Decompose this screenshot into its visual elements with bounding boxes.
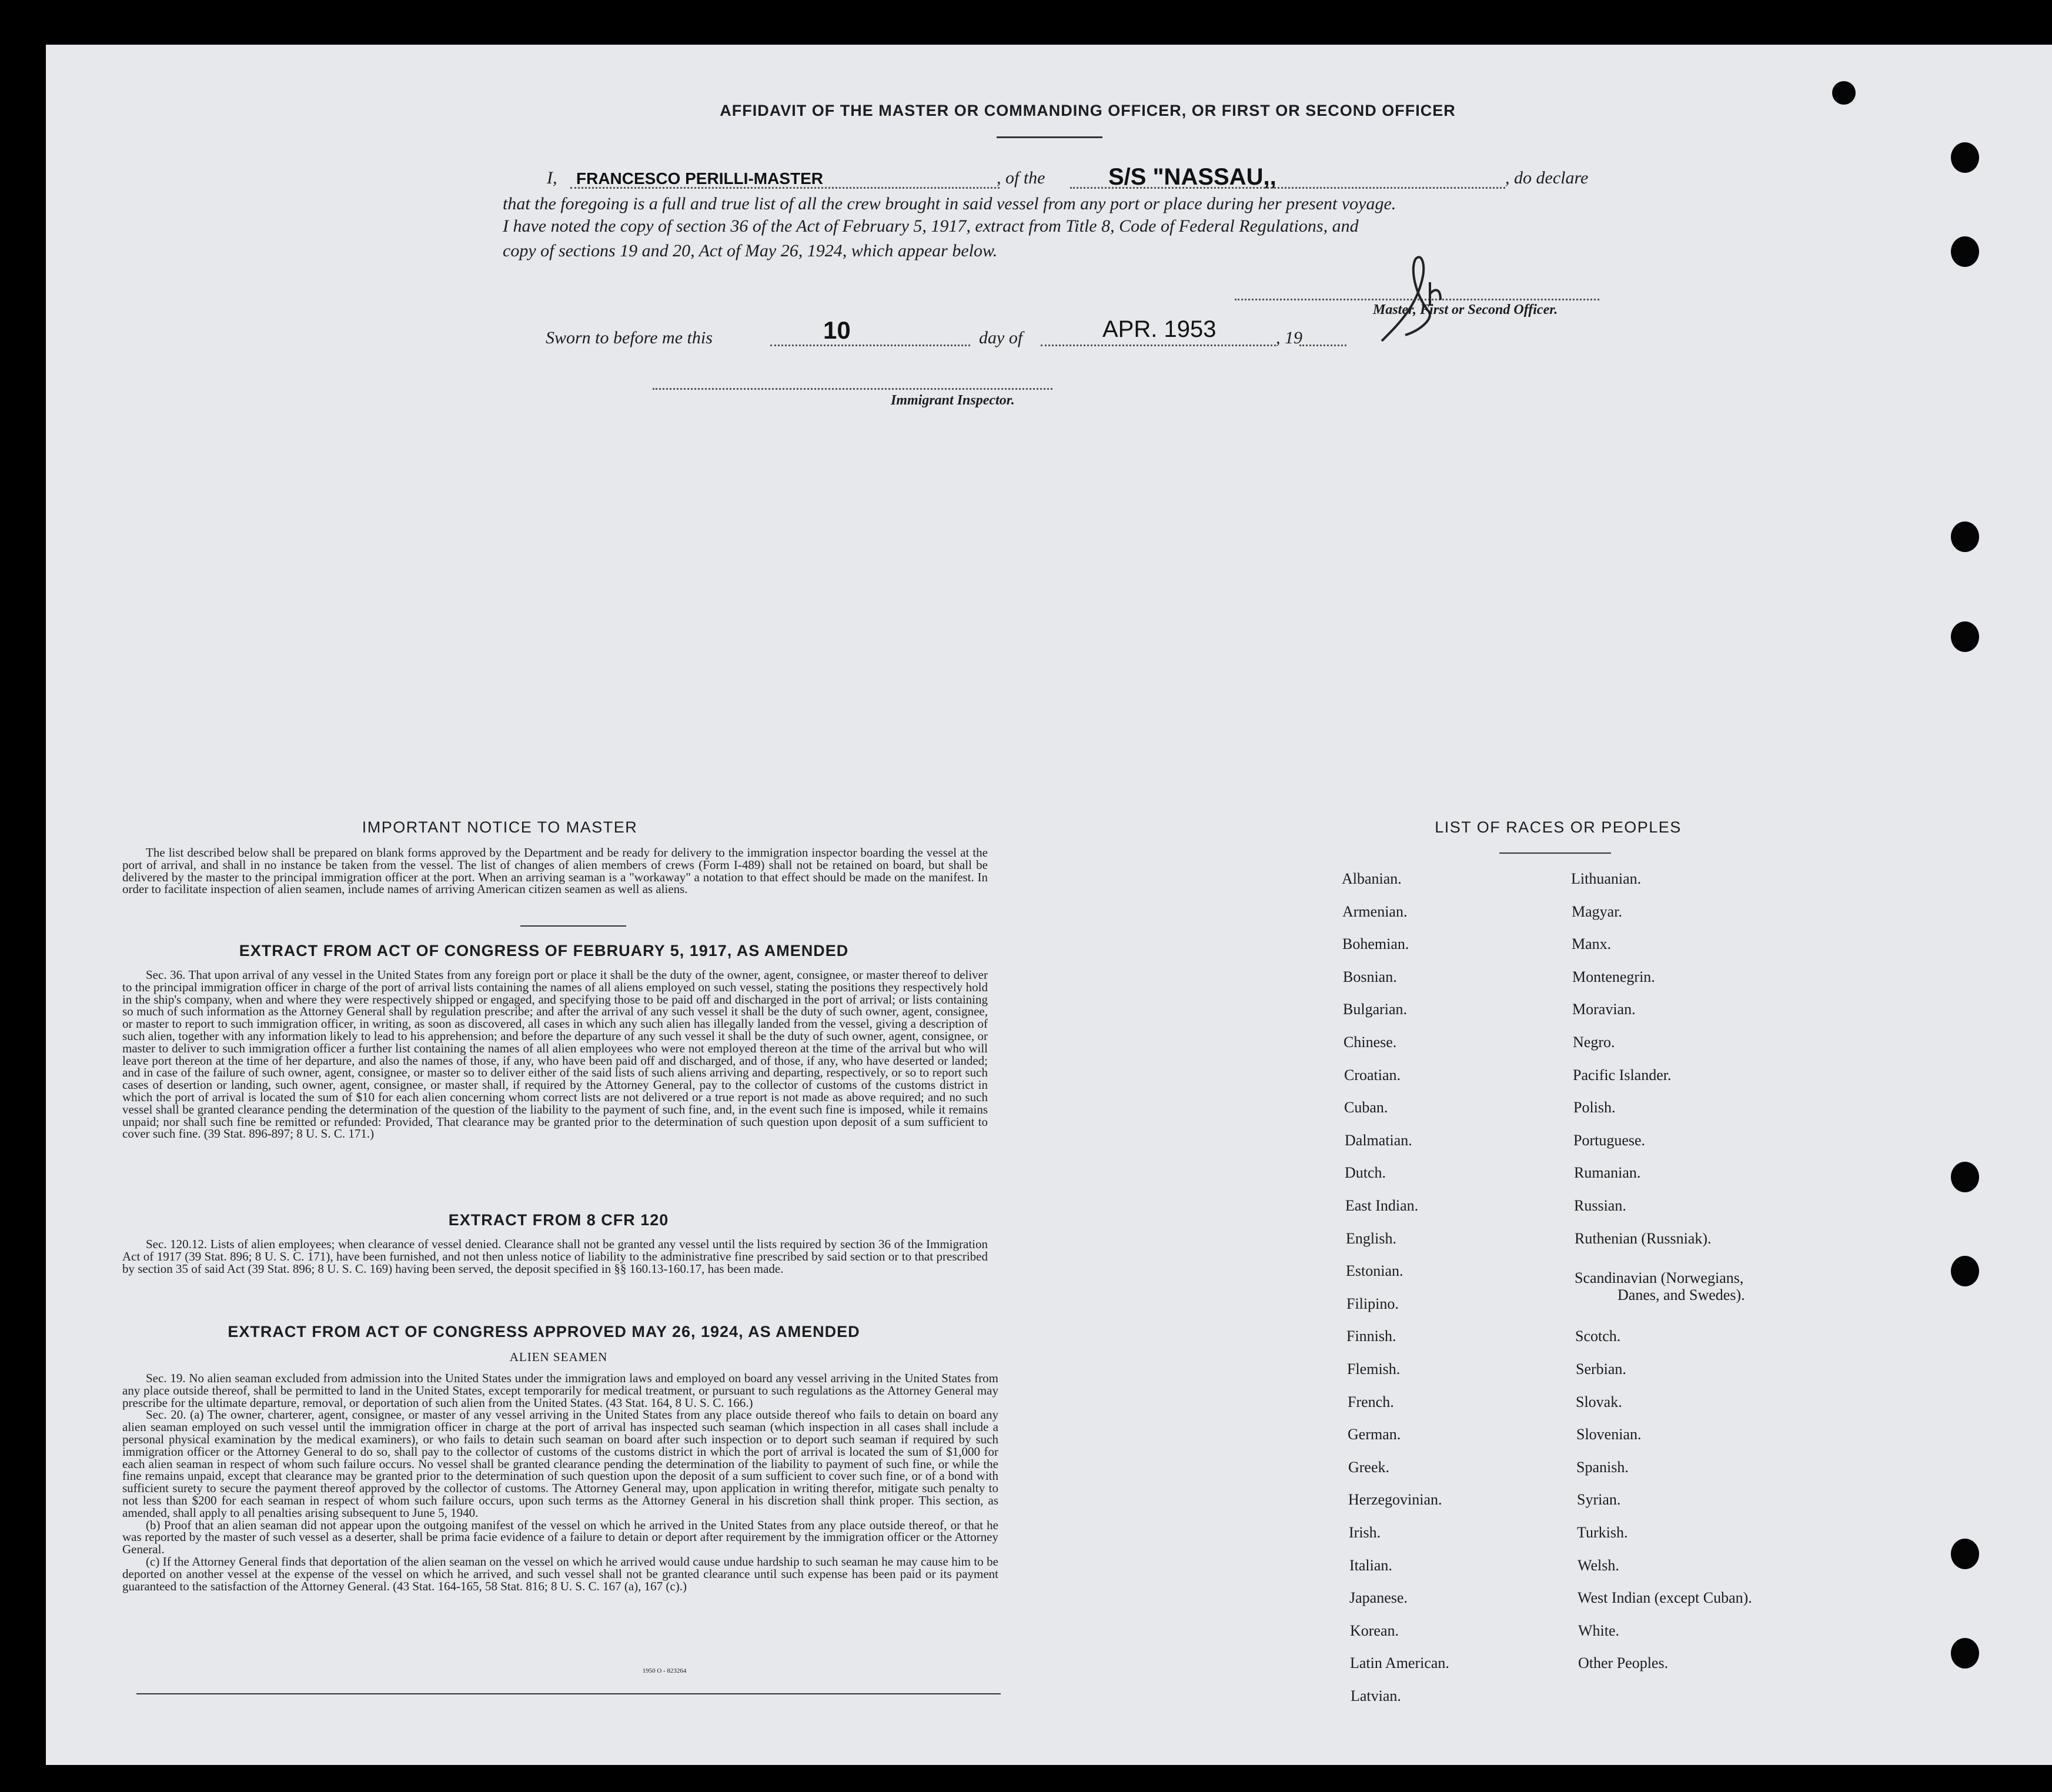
race-item: Moravian.	[1572, 1001, 1636, 1018]
officer-signature	[1364, 241, 1458, 347]
sec20c-paragraph: (c) If the Attorney General finds that deportation of the alien seaman on the vessel on which he arrived would cause undue hardship to such seaman he may cause him to be deported on another vessel at the expense of the vessel on which he arrived, and such vessel shall not be granted clearance until such expense has been paid or its payment guaranteed to the satisfaction of the Attorney General. (43 Stat. 164-165, 58 Stat. 816; 8 U. S. C. 167 (a), 167 (c).)	[122, 1554, 998, 1593]
notice-heading: IMPORTANT NOTICE TO MASTER	[362, 818, 638, 836]
punch-hole	[1951, 142, 1979, 173]
affidavit-title: AFFIDAVIT OF THE MASTER OR COMMANDING OFFICER, OR FIRST OR SECOND OFFICER	[720, 102, 1456, 119]
vessel-name-line	[1070, 187, 1505, 189]
race-item: Albanian.	[1342, 870, 1402, 887]
bottom-rule	[136, 1693, 1001, 1694]
do-declare-label: , do declare	[1505, 168, 1589, 188]
race-item: French.	[1348, 1393, 1394, 1410]
race-item: Welsh.	[1578, 1557, 1619, 1574]
affidavit-body-line-1: that the foregoing is a full and true list of all the crew brought in said vessel from any port or place during her present voyage.	[503, 194, 1396, 213]
print-code: 1950 O - 823264	[642, 1667, 687, 1674]
race-item: Scandinavian (Norwegians,	[1575, 1269, 1744, 1286]
race-item: Portuguese.	[1573, 1132, 1646, 1149]
race-item: Other Peoples.	[1578, 1654, 1669, 1671]
race-item: German.	[1348, 1426, 1401, 1443]
race-item: Lithuanian.	[1571, 870, 1642, 887]
race-item: Estonian.	[1346, 1262, 1403, 1279]
race-item: Italian.	[1349, 1557, 1392, 1574]
race-item: Magyar.	[1572, 903, 1622, 920]
race-item: Ruthenian (Russniak).	[1575, 1230, 1712, 1247]
punch-hole	[1951, 1256, 1979, 1286]
punch-hole	[1951, 1162, 1979, 1192]
punch-hole	[1951, 236, 1979, 267]
race-item: White.	[1578, 1622, 1620, 1639]
day-line	[770, 345, 970, 346]
race-item: Syrian.	[1577, 1491, 1621, 1508]
race-item: Polish.	[1573, 1099, 1616, 1116]
punch-hole	[1951, 521, 1979, 552]
race-item: Danes, and Swedes).	[1617, 1286, 1745, 1303]
section-divider	[520, 925, 626, 927]
notice-text	[122, 847, 988, 895]
punch-hole	[1832, 81, 1856, 105]
master-name-field: FRANCESCO PERILLI-MASTER	[576, 169, 823, 188]
race-item: Dalmatian.	[1345, 1132, 1412, 1149]
race-item: Greek.	[1348, 1459, 1390, 1476]
day-of-label: day of	[979, 328, 1023, 347]
race-item: Manx.	[1572, 935, 1612, 952]
race-item: Latin American.	[1350, 1654, 1449, 1671]
race-item: Korean.	[1350, 1622, 1399, 1639]
officer-caption: Master, First or Second Officer.	[1373, 302, 1558, 317]
race-item: East Indian.	[1345, 1197, 1419, 1214]
year-prefix: , 19	[1276, 328, 1302, 347]
inspector-caption: Immigrant Inspector.	[891, 393, 1015, 408]
race-item: Flemish.	[1347, 1360, 1401, 1378]
race-item: Rumanian.	[1574, 1164, 1641, 1181]
year-line	[1299, 345, 1346, 346]
race-item: Russian.	[1574, 1197, 1626, 1214]
punch-hole	[1951, 1638, 1979, 1669]
alien-seamen-subheading: ALIEN SEAMEN	[509, 1350, 608, 1364]
inspector-signature-line	[653, 388, 1052, 390]
race-item: Filipino.	[1346, 1295, 1399, 1312]
race-item: Irish.	[1349, 1524, 1381, 1541]
race-item: Chinese.	[1344, 1034, 1397, 1051]
race-item: Montenegrin.	[1572, 968, 1655, 985]
punch-hole	[1951, 1539, 1979, 1569]
title-underline	[997, 136, 1102, 138]
race-item: Latvian.	[1351, 1687, 1401, 1704]
month-year-field: APR. 1953	[1102, 316, 1217, 342]
extract-1917-text	[122, 969, 988, 1140]
races-heading: LIST OF RACES OR PEOPLES	[1435, 818, 1682, 836]
race-item: Bosnian.	[1343, 968, 1397, 985]
race-item: English.	[1346, 1230, 1396, 1247]
extract-1924-heading: EXTRACT FROM ACT OF CONGRESS APPROVED MAY 26, 1924, AS AMENDED	[228, 1323, 860, 1340]
race-item: Croatian.	[1344, 1066, 1401, 1084]
race-item: Bulgarian.	[1343, 1001, 1408, 1018]
race-item: Slovak.	[1576, 1393, 1622, 1410]
master-name-line	[570, 187, 1000, 189]
of-the-label: , of the	[997, 168, 1045, 188]
sec36-paragraph: Sec. 36. That upon arrival of any vessel in the United States from any foreign port or place it shall be the duty of the owner, agent, consignee, or master thereof to deliver to the principal immigration officer in charge of the port of arrival lists containing the names of all aliens employed on such vessel, stating the positions they respectively hold in the ship's company, when and where they were respectively shipped or engaged, and specifying those to be paid off and discharged in the port of arrival; or lists containing so much of such information as the Attorney General shall by regulation prescribe; and after the arrival of any such vessel it shall be the duty of such owner, agent, consignee, or master to report to such immigration officer, in writing, as soon as discovered, all cases in which any such alien has illegally landed from the vessel, giving a description of such alien, together with any information likely to lead to his apprehension; and before the departure of any such vessel it shall be the duty of such owner, agent, consignee, or master to deliver to such immigration officer a further list containing the names of all alien employees who were not employed thereon at the time of the arrival but who will leave port thereon at the time of her departure, and also the names of those, if any, who have been paid off and discharged, and of those, if any, who have deserted or landed; and in case of the failure of such owner, agent, consignee, or master so to deliver either of the said lists of such aliens arriving and departing, respectively, or so to report such cases of desertion or landing, such owner, agent, consignee, or master shall, if required by the Attorney General, pay to the collector of customs of the customs district in which the port of arrival is located the sum of $10 for each alien concerning whom correct lists are not delivered or a true report is not made as above required; and no such vessel shall be granted clearance pending the determination of the question of the liability to the payment of such fine, and, in the event such fine is imposed, while it remains unpaid; nor shall such fine be remitted or refunded: Provided, That clearance may be granted prior to the determination of such question upon deposit of a sum sufficient to cover such fine. (39 Stat. 896-897; 8 U. S. C. 171.)	[122, 968, 988, 1141]
race-item: Negro.	[1573, 1034, 1615, 1051]
sec120-paragraph: Sec. 120.12. Lists of alien employees; when clearance of vessel denied. Clearance shall not be granted any vessel until the lists required by section 36 of the Immigration Act of 1917 (39 Stat. 896; 8 U. S. C. 171), have been furnished, and not then unless notice of liability to the administrative fine prescribed by said section or to that prescribed by section 35 of said Act (39 Stat. 896; 8 U. S. C. 169) having been served, the deposit specified in §§ 160.13-160.17, has been made.	[122, 1237, 988, 1276]
affidavit-body-line-3: copy of sections 19 and 20, Act of May 26, 1924, which appear below.	[503, 241, 998, 260]
race-item: Finnish.	[1346, 1328, 1396, 1345]
race-item: Herzegovinian.	[1348, 1491, 1442, 1508]
race-item: Bohemian.	[1342, 935, 1409, 952]
sec19-paragraph: Sec. 19. No alien seaman excluded from admission into the United States under the immigration laws and employed on board any vessel arriving in the United States from any place outside thereof, shall be permitted to land in the United States, except temporarily for medical treatment, or pursuant to such regulations as the Attorney General may prescribe for the ultimate departure, removal, or deportation of such alien from the United States. (43 Stat. 164, 8 U. S. C. 166.)	[122, 1371, 998, 1410]
race-item: West Indian (except Cuban).	[1578, 1589, 1752, 1606]
day-field: 10	[823, 316, 851, 344]
month-line	[1041, 345, 1276, 346]
race-item: Dutch.	[1345, 1164, 1386, 1181]
extract-1917-heading: EXTRACT FROM ACT OF CONGRESS OF FEBRUARY 5, 1917, AS AMENDED	[239, 942, 849, 959]
affidavit-body-line-2: I have noted the copy of section 36 of the Act of February 5, 1917, extract from Title 8, Code of Federal Regulations, and	[503, 216, 1359, 236]
races-heading-underline	[1499, 852, 1611, 854]
extract-cfr-heading: EXTRACT FROM 8 CFR 120	[448, 1211, 669, 1229]
extract-1924-text	[122, 1372, 998, 1592]
race-item: Cuban.	[1344, 1099, 1388, 1116]
affidavit-pronoun: I,	[547, 168, 557, 188]
extract-cfr-text	[122, 1238, 988, 1275]
race-item: Spanish.	[1576, 1459, 1629, 1476]
sec20a-paragraph: Sec. 20. (a) The owner, charterer, agent, consignee, or master of any vessel arriving in the United States from any place outside thereof who fails to detain on board any alien seaman employed on such vessel until the immigration officer in charge at the port of arrival has inspected such seaman (which inspection in all cases shall include a personal physical examination by the medical examiners), or who fails to detain such seaman on board after such inspection or to deport such seaman if required by such immigration officer or the Attorney General to do so, shall pay to the collector of customs of the customs district in which the port of arrival is located the sum of $1,000 for each alien seaman in respect of whom such failure occurs. No vessel shall be granted clearance pending the determination of the liability to payment of such fine, or while the fine remains unpaid, except that clearance may be granted prior to the determination of such question upon the deposit of a sum sufficient to cover such fine, or of a bond with sufficient surety to secure the payment thereof approved by the collector of customs. The Attorney General may, upon application in writing therefor, mitigate such penalty to not less than $200 for each seaman in respect of whom such failure occurs, upon such terms as the Attorney General in his discretion shall think proper. This section, as amended, shall apply to all penalties arising subsequent to June 5, 1940.	[122, 1407, 998, 1520]
sec20b-paragraph: (b) Proof that an alien seaman did not appear upon the outgoing manifest of the vessel on which he arrived in the United States from any place outside thereof, or that he was reported by the master of such vessel as a deserter, shall be prima facie evidence of a failure to detain or deport after requirement by the immigration officer or the Attorney General.	[122, 1517, 998, 1557]
punch-hole	[1951, 621, 1979, 652]
notice-paragraph: The list described below shall be prepared on blank forms approved by the Department and be ready for delivery to the immigration inspector boarding the vessel at the port of arrival, and shall in no instance be taken from the vessel. The list of changes of alien members of crews (Form I-489) shall not be retained on board, but shall be delivered by the master to the principal immigration officer at the port. When an arriving seaman is a "workaway" a notation to that effect should be made on the manifest. In order to facilitate inspection of alien seamen, include names of arriving American citizen seamen as well as aliens.	[122, 845, 988, 897]
vessel-name-field: S/S "NASSAU,,	[1108, 164, 1276, 190]
race-item: Armenian.	[1342, 903, 1408, 920]
race-item: Serbian.	[1576, 1360, 1626, 1378]
race-item: Pacific Islander.	[1573, 1066, 1672, 1084]
race-item: Turkish.	[1577, 1524, 1628, 1541]
race-item: Scotch.	[1575, 1328, 1621, 1345]
race-item: Japanese.	[1349, 1589, 1408, 1606]
sworn-prefix: Sworn to before me this	[546, 328, 713, 347]
race-item: Slovenian.	[1576, 1426, 1642, 1443]
